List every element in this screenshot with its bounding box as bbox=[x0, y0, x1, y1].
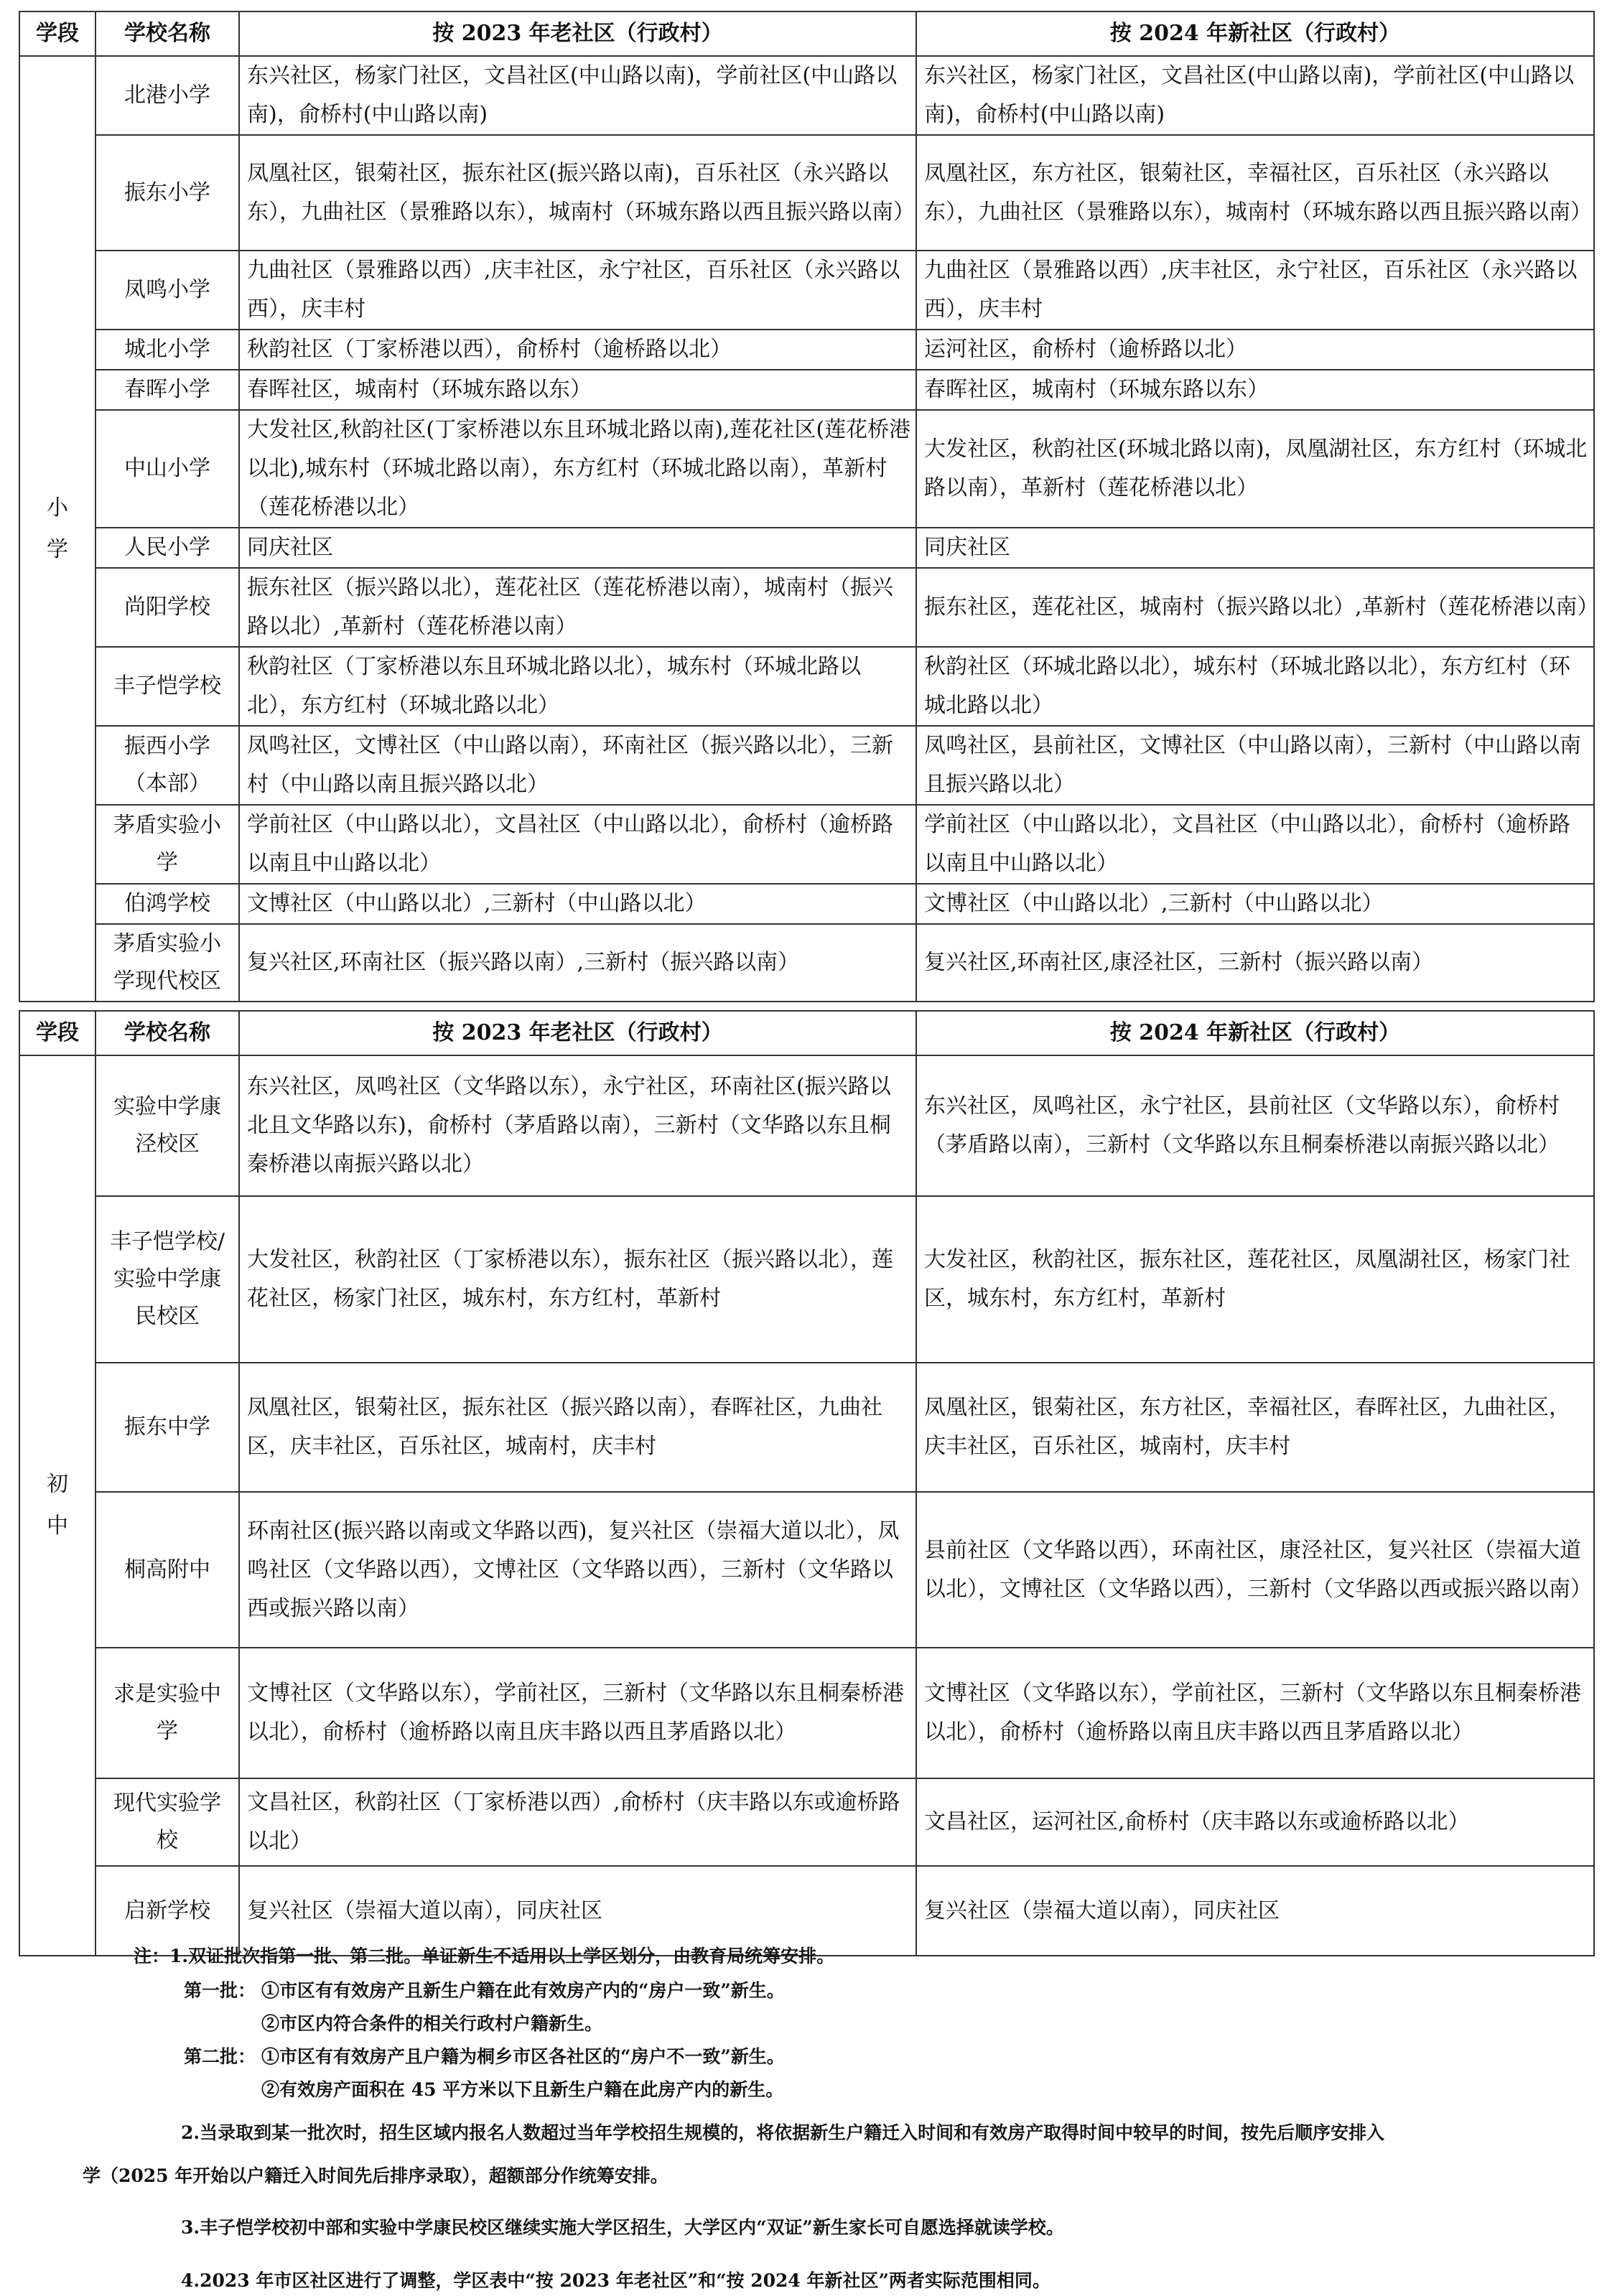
school-name-cell: 尚阳学校 bbox=[95, 568, 239, 647]
school-name-cell: 实验中学康泾校区 bbox=[95, 1055, 239, 1196]
table-row bbox=[19, 1055, 1594, 1196]
table-row bbox=[19, 1778, 1594, 1866]
school-name-cell: 丰子恺学校/实验中学康民校区 bbox=[95, 1196, 239, 1363]
old-area-cell: 九曲社区（景雅路以西）,庆丰社区，永宁社区，百乐社区（永兴路以西），庆丰村 bbox=[239, 251, 916, 330]
old-area-cell: 东兴社区，杨家门社区，文昌社区(中山路以南)，学前社区(中山路以南)，俞桥村(中山路以南) bbox=[239, 56, 916, 135]
new-area-cell: 文博社区（中山路以北）,三新村（中山路以北） bbox=[916, 884, 1594, 924]
school-name-cell: 振东小学 bbox=[95, 135, 239, 251]
note-batch1-item-a: ①市区有有效房产且新生户籍在此有效房产内的“房户一致”新生。 bbox=[261, 1980, 785, 2001]
new-area-cell: 大发社区，秋韵社区(环城北路以南)，凤凰湖社区，东方红村（环城北路以南），革新村（莲花桥港以北） bbox=[916, 410, 1594, 528]
school-name-cell: 伯鸿学校 bbox=[95, 884, 239, 924]
new-area-cell: 凤凰社区，东方社区，银菊社区，幸福社区，百乐社区（永兴路以东），九曲社区（景雅路以东），城南村（环城东路以西且振兴路以南） bbox=[916, 135, 1594, 251]
note-batch1-item-b: ②市区内符合条件的相关行政村户籍新生。 bbox=[261, 2013, 603, 2034]
note-batch2-item-b: ②有效房产面积在 45 平方米以下且新生户籍在此房产内的新生。 bbox=[261, 2079, 784, 2100]
table-row bbox=[19, 135, 1594, 251]
new-area-cell: 凤鸣社区，县前社区，文博社区（中山路以南），三新村（中山路以南且振兴路以北） bbox=[916, 726, 1594, 805]
new-area-cell: 秋韵社区（环城北路以北），城东村（环城北路以北），东方红村（环城北路以北） bbox=[916, 647, 1594, 726]
school-name-cell: 桐高附中 bbox=[95, 1492, 239, 1648]
old-area-cell: 同庆社区 bbox=[239, 528, 916, 568]
old-area-cell: 春晖社区，城南村（环城东路以东） bbox=[239, 370, 916, 410]
table-header-row bbox=[19, 1011, 1594, 1055]
old-area-cell: 文博社区（文华路以东），学前社区，三新村（文华路以东且桐秦桥港以北），俞桥村（逾桥路以南且庆丰路以西且茅盾路以北） bbox=[239, 1648, 916, 1778]
note-1: 注：1.双证批次指第一批、第二批。单证新生不适用以上学区划分，由教育局统筹安排。 bbox=[134, 1946, 835, 1966]
table-row bbox=[19, 410, 1594, 528]
old-area-cell: 凤凰社区，银菊社区，振东社区（振兴路以南），春晖社区，九曲社区，庆丰社区，百乐社区，城南村，庆丰村 bbox=[239, 1363, 916, 1492]
school-name-cell: 凤鸣小学 bbox=[95, 251, 239, 330]
old-area-cell: 复兴社区,环南社区（振兴路以南）,三新村（振兴路以南） bbox=[239, 924, 916, 1002]
new-area-cell: 凤凰社区，银菊社区，东方社区，幸福社区，春晖社区，九曲社区，庆丰社区，百乐社区，城南村，庆丰村 bbox=[916, 1363, 1594, 1492]
table-row bbox=[19, 924, 1594, 1002]
note-2-line1: 2.当录取到某一批次时，招生区域内报名人数超过当年学校招生规模的，将依据新生户籍迁入时间和有效房产取得时间中较早的时间，按先后顺序安排入 bbox=[181, 2122, 1385, 2143]
phase-cell bbox=[19, 56, 95, 1002]
school-name-cell: 人民小学 bbox=[95, 528, 239, 568]
new-area-cell: 文博社区（文华路以东），学前社区，三新村（文华路以东且桐秦桥港以北），俞桥村（逾桥路以南且庆丰路以西且茅盾路以北） bbox=[916, 1648, 1594, 1778]
school-name-cell: 中山小学 bbox=[95, 410, 239, 528]
header-school: 学校名称 bbox=[95, 11, 239, 56]
new-area-cell: 县前社区（文华路以西），环南社区，康泾社区，复兴社区（崇福大道以北），文博社区（文华路以西），三新村（文华路以西或振兴路以南） bbox=[916, 1492, 1594, 1648]
table-row bbox=[19, 884, 1594, 924]
school-name-cell: 振东中学 bbox=[95, 1363, 239, 1492]
middle-school-district-table bbox=[19, 1010, 1595, 1956]
old-area-cell: 大发社区,秋韵社区(丁家桥港以东且环城北路以南),莲花社区(莲花桥港以北),城东村（环城北路以南），东方红村（环城北路以南），革新村（莲花桥港以北） bbox=[239, 410, 916, 528]
new-area-cell: 东兴社区，凤鸣社区，永宁社区，县前社区（文华路以东），俞桥村（茅盾路以南），三新村（文华路以东且桐秦桥港以南振兴路以北） bbox=[916, 1055, 1594, 1196]
old-area-cell: 复兴社区（崇福大道以南），同庆社区 bbox=[239, 1866, 916, 1956]
old-area-cell: 秋韵社区（丁家桥港以东且环城北路以北），城东村（环城北路以北），东方红村（环城北路以北） bbox=[239, 647, 916, 726]
header-school: 学校名称 bbox=[95, 1011, 239, 1055]
note-4: 4.2023 年市区社区进行了调整，学区表中“按 2023 年老社区”和“按 2024 年新社区”两者实际范围相同。 bbox=[181, 2270, 1050, 2291]
header-new-area: 按 2024 年新社区（行政村） bbox=[916, 11, 1594, 56]
table-row bbox=[19, 56, 1594, 135]
school-name-cell: 振西小学（本部） bbox=[95, 726, 239, 805]
table-row bbox=[19, 370, 1594, 410]
header-new-area: 按 2024 年新社区（行政村） bbox=[916, 1011, 1594, 1055]
middle-table-body bbox=[19, 1055, 1594, 1956]
primary-table-body bbox=[19, 56, 1599, 1002]
old-area-cell: 凤凰社区，银菊社区，振东社区(振兴路以南)，百乐社区（永兴路以东），九曲社区（景雅路以东），城南村（环城东路以西且振兴路以南） bbox=[239, 135, 916, 251]
old-area-cell: 东兴社区，凤鸣社区（文华路以东），永宁社区，环南社区(振兴路以北且文华路以东)，俞桥村（茅盾路以南），三新村（文华路以东且桐秦桥港以南振兴路以北） bbox=[239, 1055, 916, 1196]
header-phase: 学段 bbox=[19, 11, 95, 56]
header-phase: 学段 bbox=[19, 1011, 95, 1055]
new-area-cell: 复兴社区（崇福大道以南），同庆社区 bbox=[916, 1866, 1594, 1956]
table-row bbox=[19, 1492, 1594, 1648]
school-name-cell: 茅盾实验小学 bbox=[95, 805, 239, 884]
school-name-cell: 北港小学 bbox=[95, 56, 239, 135]
phase-label: 初中 bbox=[47, 1472, 68, 1539]
old-area-cell: 环南社区(振兴路以南或文华路以西)，复兴社区（崇福大道以北），凤鸣社区（文华路以西），文博社区（文华路以西），三新村（文华路以西或振兴路以南） bbox=[239, 1492, 916, 1648]
new-area-cell: 东兴社区，杨家门社区，文昌社区(中山路以南)，学前社区(中山路以南)，俞桥村(中山路以南) bbox=[916, 56, 1594, 135]
old-area-cell: 大发社区，秋韵社区（丁家桥港以东），振东社区（振兴路以北），莲花社区，杨家门社区，城东村，东方红村，革新村 bbox=[239, 1196, 916, 1363]
school-name-cell: 城北小学 bbox=[95, 330, 239, 370]
new-area-cell: 振东社区，莲花社区，城南村（振兴路以北）,革新村（莲花桥港以南） bbox=[916, 568, 1594, 647]
note-batch1-label: 第一批： bbox=[184, 1980, 256, 2001]
new-area-cell: 九曲社区（景雅路以西）,庆丰社区，永宁社区，百乐社区（永兴路以西），庆丰村 bbox=[916, 251, 1594, 330]
new-area-cell: 同庆社区 bbox=[916, 528, 1594, 568]
note-batch2-item-a: ①市区有有效房产且户籍为桐乡市区各社区的“房户不一致”新生。 bbox=[261, 2046, 785, 2067]
school-name-cell: 茅盾实验小学现代校区 bbox=[95, 924, 239, 1002]
table-row bbox=[19, 647, 1594, 726]
table-row bbox=[19, 1648, 1594, 1778]
school-name-cell: 春晖小学 bbox=[95, 370, 239, 410]
new-area-cell: 学前社区（中山路以北），文昌社区（中山路以北），俞桥村（逾桥路以南且中山路以北） bbox=[916, 805, 1594, 884]
new-area-cell: 大发社区，秋韵社区，振东社区，莲花社区，凤凰湖社区，杨家门社区，城东村，东方红村，革新村 bbox=[916, 1196, 1594, 1363]
table-row bbox=[19, 251, 1594, 330]
table-row bbox=[19, 726, 1594, 805]
note-3: 3.丰子恺学校初中部和实验中学康民校区继续实施大学区招生，大学区内“双证”新生家长可自愿选择就读学校。 bbox=[181, 2217, 1064, 2238]
header-old-area: 按 2023 年老社区（行政村） bbox=[239, 11, 916, 56]
header-old-area: 按 2023 年老社区（行政村） bbox=[239, 1011, 916, 1055]
school-name-cell: 丰子恺学校 bbox=[95, 647, 239, 726]
table-row bbox=[19, 805, 1594, 884]
phase-label: 小学 bbox=[47, 495, 68, 562]
primary-school-district-table bbox=[19, 11, 1599, 1002]
note-2-line2: 学（2025 年开始以户籍迁入时间先后排序录取），超额部分作统筹安排。 bbox=[83, 2165, 668, 2186]
old-area-cell: 秋韵社区（丁家桥港以西），俞桥村（逾桥路以北） bbox=[239, 330, 916, 370]
old-area-cell: 学前社区（中山路以北），文昌社区（中山路以北），俞桥村（逾桥路以南且中山路以北） bbox=[239, 805, 916, 884]
new-area-cell: 运河社区，俞桥村（逾桥路以北） bbox=[916, 330, 1594, 370]
old-area-cell: 文昌社区，秋韵社区（丁家桥港以西）,俞桥村（庆丰路以东或逾桥路以北） bbox=[239, 1778, 916, 1866]
old-area-cell: 振东社区（振兴路以北），莲花社区（莲花桥港以南），城南村（振兴路以北）,革新村（莲花桥港以南） bbox=[239, 568, 916, 647]
school-name-cell: 现代实验学校 bbox=[95, 1778, 239, 1866]
old-area-cell: 文博社区（中山路以北）,三新村（中山路以北） bbox=[239, 884, 916, 924]
table-row bbox=[19, 568, 1594, 647]
new-area-cell: 文昌社区，运河社区,俞桥村（庆丰路以东或逾桥路以北） bbox=[916, 1778, 1594, 1866]
table-row bbox=[19, 1363, 1594, 1492]
table-row bbox=[19, 330, 1594, 370]
table-row bbox=[19, 528, 1594, 568]
note-batch2-label: 第二批： bbox=[184, 2046, 256, 2067]
school-name-cell: 启新学校 bbox=[95, 1866, 239, 1956]
school-name-cell: 求是实验中学 bbox=[95, 1648, 239, 1778]
phase-cell bbox=[19, 1055, 95, 1956]
old-area-cell: 凤鸣社区，文博社区（中山路以南），环南社区（振兴路以北），三新村（中山路以南且振兴路以北） bbox=[239, 726, 916, 805]
new-area-cell: 复兴社区,环南社区,康泾社区，三新村（振兴路以南） bbox=[916, 924, 1594, 1002]
table-row bbox=[19, 1196, 1594, 1363]
new-area-cell: 春晖社区，城南村（环城东路以东） bbox=[916, 370, 1594, 410]
table-header-row bbox=[19, 11, 1594, 56]
